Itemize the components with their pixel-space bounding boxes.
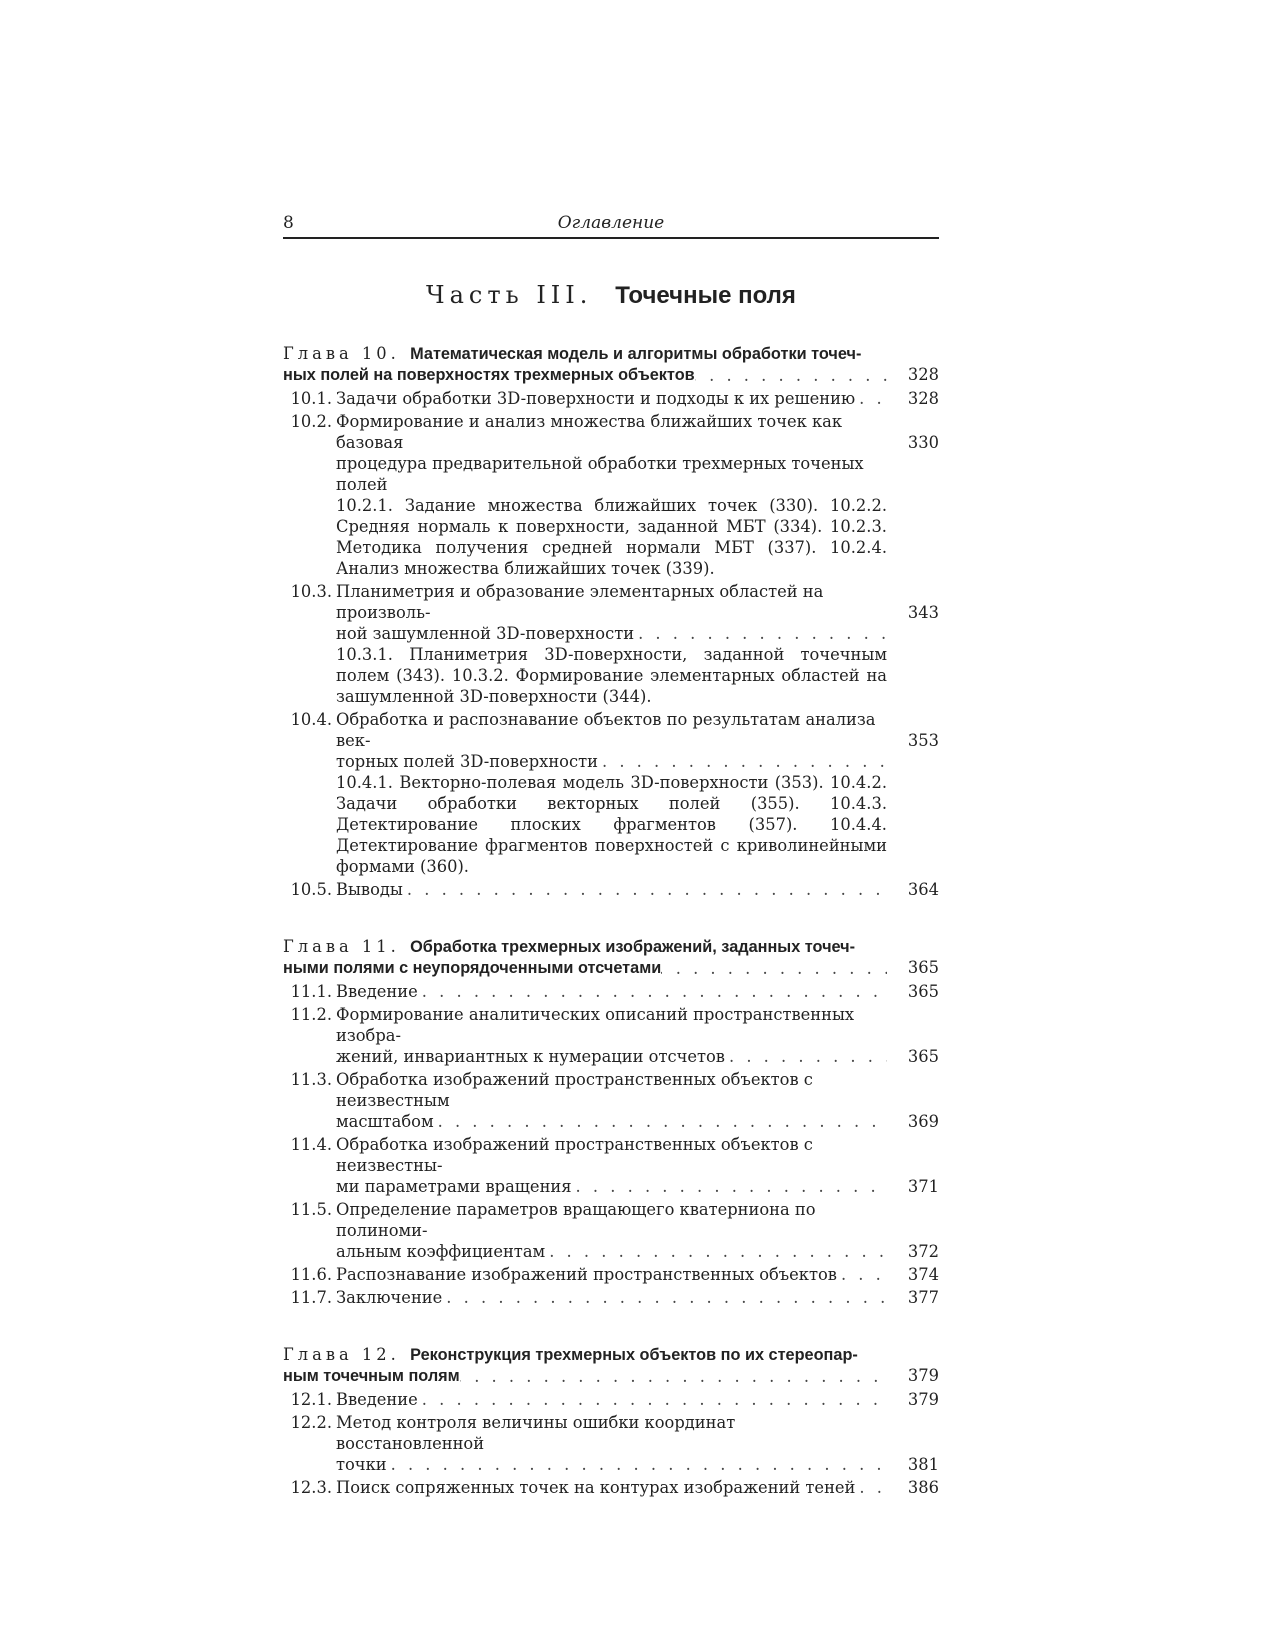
section-title: альным коэффициентам bbox=[336, 1242, 546, 1261]
section-number: 11.2. bbox=[290, 1005, 332, 1024]
section-number: 10.2. bbox=[290, 412, 332, 431]
leader-dots bbox=[572, 1176, 887, 1197]
leader-dots bbox=[837, 1264, 887, 1285]
chapter-title-line: Глава 12. Реконструкция трехмерных объектов по их стереопар- bbox=[283, 1345, 858, 1364]
toc-entry[interactable] bbox=[283, 981, 939, 1002]
section-page: 365 bbox=[907, 982, 939, 1001]
leader-dots bbox=[598, 751, 887, 772]
section-number: 10.1. bbox=[290, 389, 332, 408]
toc-entry[interactable] bbox=[283, 1004, 939, 1067]
section-number: 11.3. bbox=[290, 1070, 332, 1089]
leader-dots bbox=[695, 365, 887, 386]
section-title: ми параметрами вращения bbox=[336, 1177, 572, 1196]
toc-entry[interactable] bbox=[283, 1069, 939, 1132]
part-name: Точечные поля bbox=[615, 282, 796, 309]
toc-entry[interactable] bbox=[283, 1264, 939, 1285]
section-title: процедура предварительной обработки трехмерных точеных полей bbox=[336, 454, 864, 494]
section-title: ной зашумленной 3D-поверхности bbox=[336, 624, 635, 643]
toc-entry[interactable] bbox=[283, 388, 939, 409]
section-title: Обработка изображений пространственных объектов с неизвестны- bbox=[336, 1135, 813, 1175]
section-title: Обработка изображений пространственных объектов с неизвестным bbox=[336, 1070, 813, 1110]
toc-entry[interactable] bbox=[283, 709, 939, 877]
section-title: Планиметрия и образование элементарных областей на произволь- bbox=[336, 582, 824, 622]
leader-dots bbox=[403, 879, 887, 900]
part-label: Часть III. bbox=[426, 281, 593, 309]
chapter-page: 365 bbox=[907, 958, 939, 977]
toc-entry[interactable] bbox=[283, 1477, 939, 1498]
chapter-label: Глава 11. bbox=[283, 937, 400, 956]
subsection-list: 10.2.1. Задание множества ближайших точек (330). 10.2.2. Средняя нормаль к поверхности, заданной МБТ (334). 10.2.3. Методика получения средней нормали МБТ (337). 10.2.4. Анализ множества ближайших точек (339). bbox=[336, 496, 887, 578]
section-number: 11.7. bbox=[290, 1288, 332, 1307]
leader-dots bbox=[418, 1389, 887, 1410]
chapter-title-line: Глава 10. Математическая модель и алгоритмы обработки точеч- bbox=[283, 344, 862, 363]
leader-dots bbox=[387, 1454, 887, 1475]
section-title: Метод контроля величины ошибки координат восстановленной bbox=[336, 1413, 736, 1453]
section-title: Обработка и распознавание объектов по результатам анализа век- bbox=[336, 710, 876, 750]
section-title: Распознавание изображений пространственных объектов bbox=[336, 1265, 837, 1284]
leader-dots bbox=[634, 623, 887, 644]
toc-entry[interactable] bbox=[283, 1412, 939, 1475]
section-number: 12.2. bbox=[290, 1413, 332, 1432]
section-number: 11.6. bbox=[290, 1265, 332, 1284]
section-page: 328 bbox=[907, 389, 939, 408]
section-title: точки bbox=[336, 1455, 387, 1474]
leader-dots bbox=[855, 388, 887, 409]
leader-dots bbox=[725, 1046, 887, 1067]
section-title: Заключение bbox=[336, 1288, 443, 1307]
chapter-10 bbox=[283, 343, 939, 900]
section-number: 11.5. bbox=[290, 1200, 332, 1219]
section-page: 371 bbox=[907, 1177, 939, 1196]
leader-dots bbox=[661, 958, 887, 979]
toc-entry[interactable] bbox=[283, 411, 939, 579]
section-page: 369 bbox=[907, 1112, 939, 1131]
section-number: 12.1. bbox=[290, 1390, 332, 1409]
section-page: 379 bbox=[907, 1390, 939, 1409]
section-page: 365 bbox=[907, 1047, 939, 1066]
toc-entry[interactable] bbox=[283, 1389, 939, 1410]
section-page: 364 bbox=[907, 880, 939, 899]
running-head bbox=[283, 213, 939, 239]
section-title: жений, инвариантных к нумерации отсчетов bbox=[336, 1047, 725, 1066]
chapter-title-line: Глава 11. Обработка трехмерных изображений, заданных точеч- bbox=[283, 937, 856, 956]
section-page: 381 bbox=[907, 1455, 939, 1474]
section-number: 10.4. bbox=[290, 710, 332, 729]
chapter-page: 328 bbox=[907, 365, 939, 384]
chapter-title-line: ными полями с неупорядоченными отсчетами bbox=[283, 959, 662, 977]
leader-dots bbox=[442, 1287, 887, 1308]
chapter-12 bbox=[283, 1344, 939, 1498]
section-page: 386 bbox=[907, 1478, 939, 1497]
section-page: 374 bbox=[907, 1265, 939, 1284]
leader-dots bbox=[855, 1477, 887, 1498]
section-page: 353 bbox=[907, 731, 939, 750]
chapter-label: Глава 12. bbox=[283, 1345, 400, 1364]
section-number: 10.3. bbox=[290, 582, 332, 601]
section-title: Формирование и анализ множества ближайших точек как базовая bbox=[336, 412, 843, 452]
leader-dots bbox=[434, 1111, 887, 1132]
section-page: 343 bbox=[907, 603, 939, 622]
leader-dots bbox=[545, 1241, 887, 1262]
toc-entry[interactable] bbox=[283, 879, 939, 900]
leader-dots bbox=[460, 1366, 887, 1387]
subsection-list: 10.4.1. Векторно-полевая модель 3D-поверхности (353). 10.4.2. Задачи обработки векторных полей (355). 10.4.3. Детектирование плоских фрагментов (357). 10.4.4. Детектирование фрагментов поверхностей с криволинейными формами (360). bbox=[336, 773, 887, 876]
section-title: Выводы bbox=[336, 880, 403, 899]
chapter-11 bbox=[283, 936, 939, 1308]
section-number: 11.4. bbox=[290, 1135, 332, 1154]
chapter-heading[interactable] bbox=[283, 343, 939, 386]
section-page: 330 bbox=[907, 433, 939, 452]
subsection-list: 10.3.1. Планиметрия 3D-поверхности, заданной точечным полем (343). 10.3.2. Формирование элементарных областей на зашумленной 3D-поверхности (344). bbox=[336, 645, 887, 706]
section-title: масштабом bbox=[336, 1112, 434, 1131]
section-title: Формирование аналитических описаний пространственных изобра- bbox=[336, 1005, 855, 1045]
chapter-heading[interactable] bbox=[283, 1344, 939, 1387]
section-title: торных полей 3D-поверхности bbox=[336, 752, 598, 771]
section-page: 372 bbox=[907, 1242, 939, 1261]
part-title bbox=[283, 281, 939, 310]
table-of-contents bbox=[283, 343, 939, 1534]
section-page: 377 bbox=[907, 1288, 939, 1307]
running-title: Оглавление bbox=[557, 213, 665, 233]
section-title: Введение bbox=[336, 1390, 418, 1409]
chapter-heading[interactable] bbox=[283, 936, 939, 979]
section-title: Поиск сопряженных точек на контурах изображений теней bbox=[336, 1478, 856, 1497]
section-number: 11.1. bbox=[290, 982, 332, 1001]
toc-entry[interactable] bbox=[283, 581, 939, 707]
section-number: 12.3. bbox=[290, 1478, 332, 1497]
section-title: Задачи обработки 3D-поверхности и подходы к их решению bbox=[336, 389, 856, 408]
leader-dots bbox=[418, 981, 887, 1002]
chapter-title-line: ных полей на поверхностях трехмерных объектов bbox=[283, 366, 695, 384]
toc-entry[interactable] bbox=[283, 1287, 939, 1308]
toc-entry[interactable] bbox=[283, 1134, 939, 1197]
section-title: Введение bbox=[336, 982, 418, 1001]
page-number: 8 bbox=[283, 213, 294, 233]
section-title: Определение параметров вращающего кватерниона по полиноми- bbox=[336, 1200, 816, 1240]
chapter-label: Глава 10. bbox=[283, 344, 400, 363]
section-number: 10.5. bbox=[290, 880, 332, 899]
toc-entry[interactable] bbox=[283, 1199, 939, 1262]
chapter-title-line: ным точечным полям bbox=[283, 1367, 460, 1385]
chapter-page: 379 bbox=[907, 1366, 939, 1385]
